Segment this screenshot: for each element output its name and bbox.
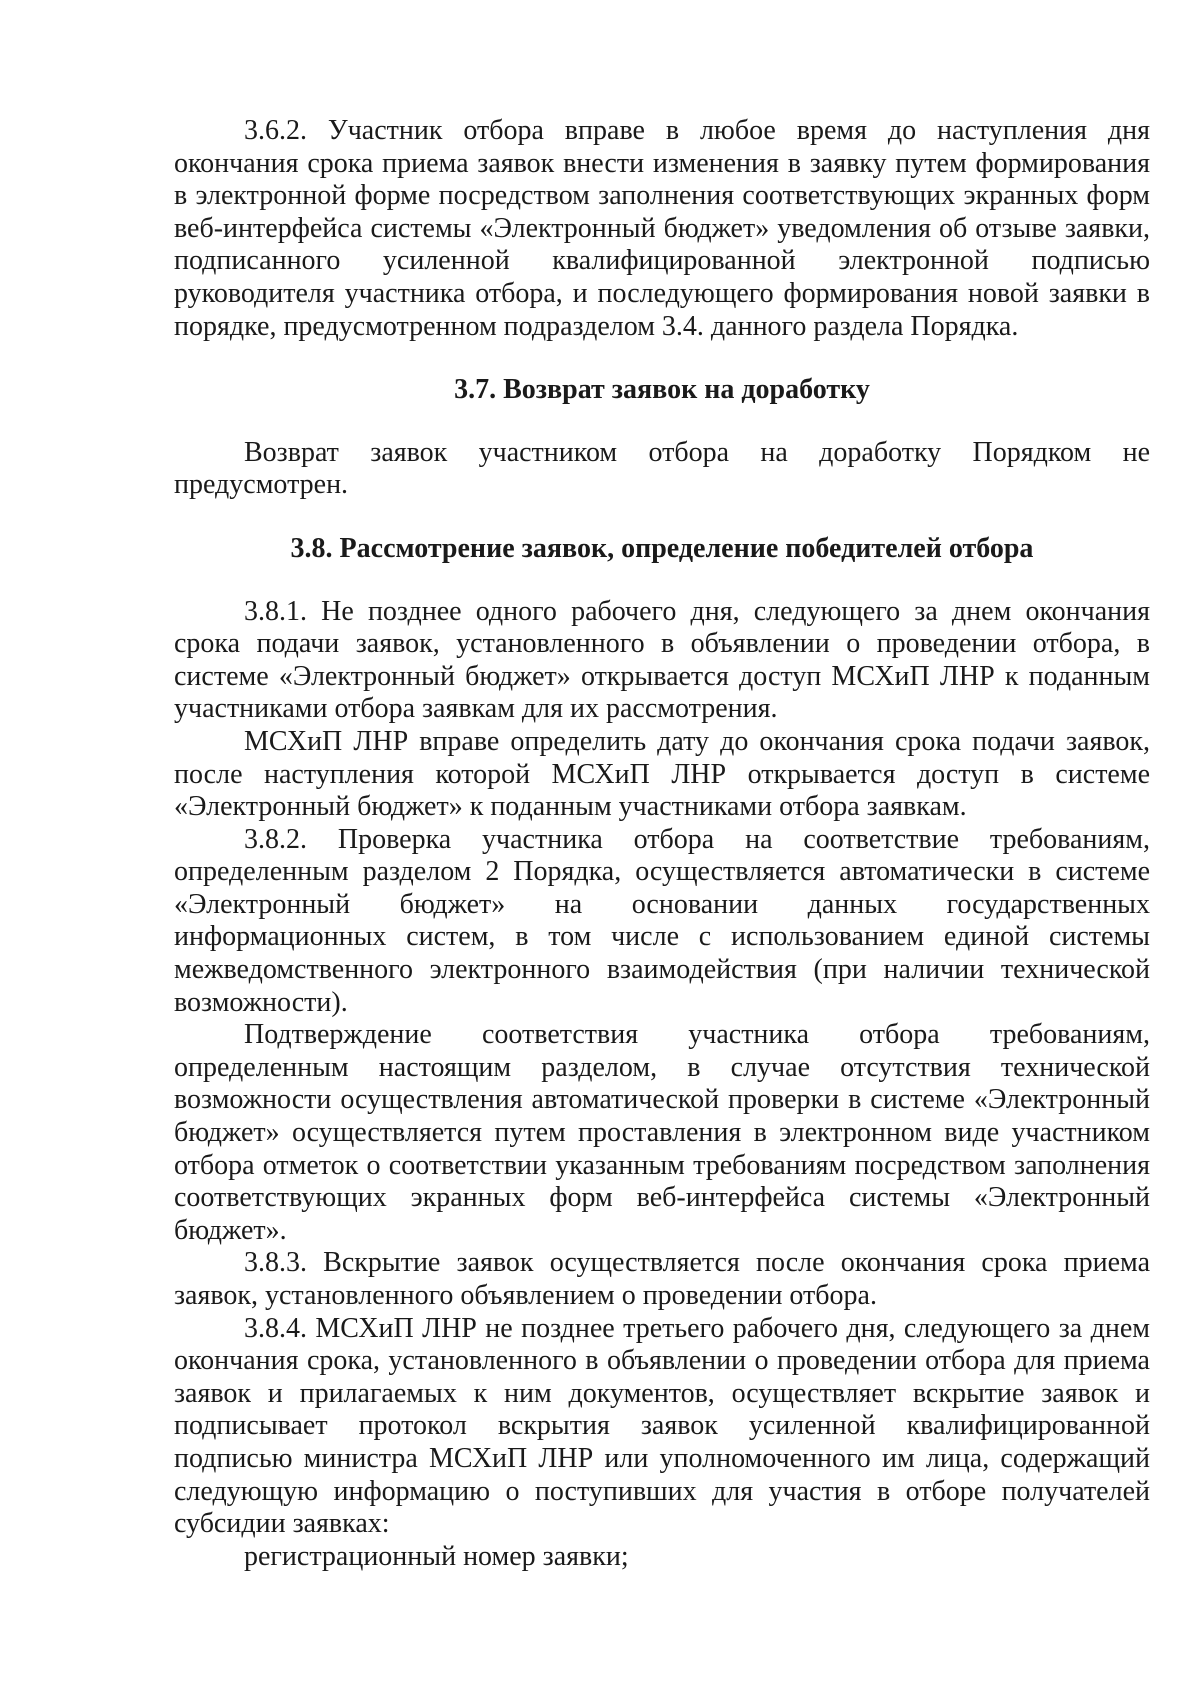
spacer bbox=[174, 566, 1150, 596]
paragraph-3-8-1-b: МСХиП ЛНР вправе определить дату до окончания срока подачи заявок, после наступления которой МСХиП ЛНР открывается доступ в системе «Электронный бюджет» к поданным участниками отбора заявкам. bbox=[174, 725, 1150, 823]
spacer bbox=[174, 343, 1150, 374]
paragraph-3-8-2-b: Подтверждение соответствия участника отбора требованиям, определенным настоящим разделом, в случае отсутствия технической возможности осуществления автоматической проверки в системе «Электронный бюджет» осуществляется путем проставления в электронном виде участником отбора отметок о соответствии указанным требованиям посредством заполнения соответствующих экранных форм веб-интерфейса системы «Электронный бюджет». bbox=[174, 1019, 1150, 1246]
heading-3-8: 3.8. Рассмотрение заявок, определение победителей отбора bbox=[290, 532, 1034, 564]
paragraph-3-8-3: 3.8.3. Вскрытие заявок осуществляется после окончания срока приема заявок, установленного объявлением о проведении отбора. bbox=[174, 1247, 1150, 1311]
spacer bbox=[174, 502, 1150, 533]
list-item-registration-number: регистрационный номер заявки; bbox=[244, 1540, 629, 1572]
document-page bbox=[174, 115, 1150, 1573]
paragraph-3-8-1: 3.8.1. Не позднее одного рабочего дня, следующего за днем окончания срока подачи заявок, установленного в объявлении о проведении отбора, в системе «Электронный бюджет» открывается доступ МСХиП ЛНР к поданным участниками отбора заявкам для их рассмотрения. bbox=[174, 595, 1150, 725]
spacer bbox=[174, 407, 1150, 437]
paragraph-3-8-2: 3.8.2. Проверка участника отбора на соответствие требованиям, определенным разделом 2 Порядка, осуществляется автоматически в системе «Электронный бюджет» на основании данных государственных информационных систем, в том числе с использованием единой системы межведомственного электронного взаимодействия (при наличии технической возможности). bbox=[174, 823, 1150, 1018]
paragraph-3-8-4: 3.8.4. МСХиП ЛНР не позднее третьего рабочего дня, следующего за днем окончания срока, установленного в объявлении о проведении отбора для приема заявок и прилагаемых к ним документов, осуществляет вскрытие заявок и подписывает протокол вскрытия заявок усиленной квалифицированной подписью министра МСХиП ЛНР или уполномоченного им лица, содержащий следующую информацию о поступивших для участия в отборе получателей субсидии заявках: bbox=[174, 1312, 1150, 1540]
paragraph-3-7-body: Возврат заявок участником отбора на доработку Порядком не предусмотрен. bbox=[174, 436, 1150, 501]
heading-3-7: 3.7. Возврат заявок на доработку bbox=[454, 374, 870, 406]
paragraph-3-6-2: 3.6.2. Участник отбора вправе в любое время до наступления дня окончания срока приема заявок внести изменения в заявку путем формирования в электронной форме посредством заполнения соответствующих экранных форм веб-интерфейса системы «Электронный бюджет» уведомления об отзыве заявки, подписанного усиленной квалифицированной электронной подписью руководителя участника отбора, и последующего формирования новой заявки в порядке, предусмотренном подразделом 3.4. данного раздела Порядка. bbox=[174, 115, 1150, 342]
